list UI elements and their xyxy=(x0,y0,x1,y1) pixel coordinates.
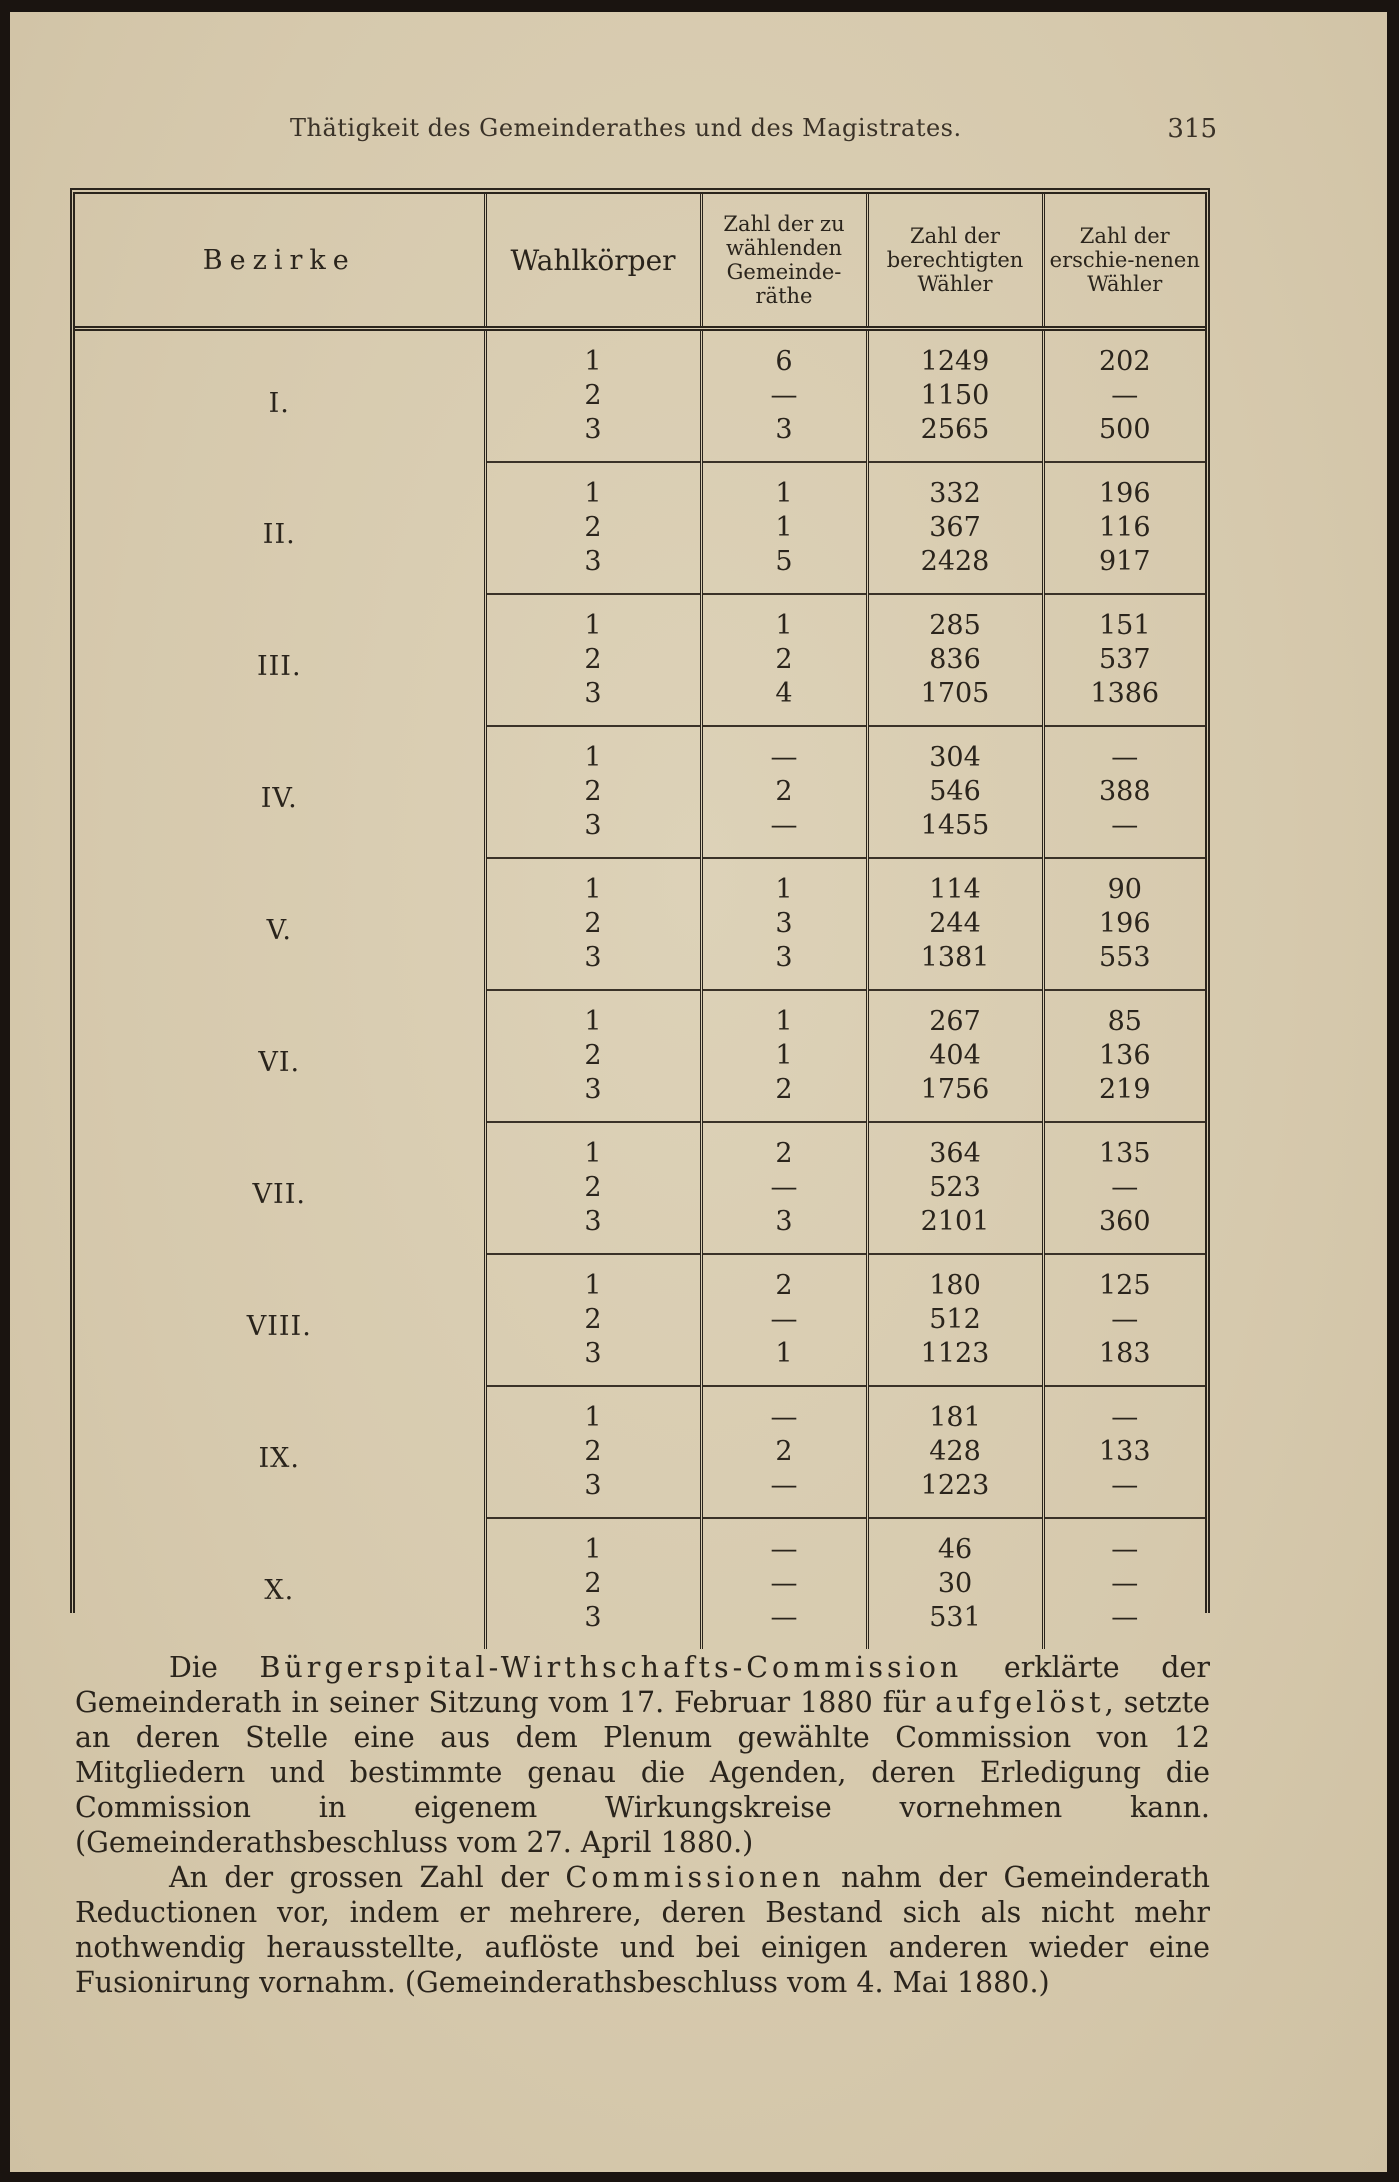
erschienen-cell: 1386 xyxy=(1043,677,1205,726)
wahlkoerper-cell: 3 xyxy=(485,677,701,726)
raethe-cell: 1 xyxy=(701,462,867,511)
berechtigt-cell: 1249 xyxy=(867,329,1043,380)
berechtigt-cell: 1123 xyxy=(867,1337,1043,1386)
wahlkoerper-cell: 1 xyxy=(485,594,701,643)
berechtigt-cell: 285 xyxy=(867,594,1043,643)
running-head: Thätigkeit des Gemeinderathes und des Magistrates. xyxy=(290,114,962,142)
table-row xyxy=(75,1122,1205,1171)
raethe-cell: 3 xyxy=(701,1205,867,1254)
berechtigt-cell: 1705 xyxy=(867,677,1043,726)
erschienen-cell: 125 xyxy=(1098,1270,1151,1301)
berechtigt-cell: 546 xyxy=(867,775,1043,809)
emphasis: Commissionen xyxy=(565,1861,825,1894)
erschienen-cell: 90 xyxy=(1107,874,1142,905)
table-row xyxy=(75,462,1205,511)
erschienen-cell: 136 xyxy=(1098,1040,1151,1071)
bezirk-cell: VIII. xyxy=(75,1254,485,1386)
erschienen-cell: — xyxy=(1111,1568,1139,1599)
table-row xyxy=(75,594,1205,643)
wahlkoerper-cell: 2 xyxy=(485,379,701,413)
erschienen-cell: 219 xyxy=(1043,1073,1205,1122)
berechtigt-cell: 1455 xyxy=(867,809,1043,858)
wahlkoerper-cell: 3 xyxy=(485,545,701,594)
emphasis: aufgelöst xyxy=(935,1686,1105,1719)
table-header-row xyxy=(75,194,1205,329)
raethe-cell: 3 xyxy=(701,907,867,941)
wahlkoerper-cell: 1 xyxy=(485,1386,701,1435)
header-erschienen: Zahl der erschie-nenen Wähler xyxy=(1043,194,1205,329)
wahlkoerper-cell: 3 xyxy=(485,1469,701,1518)
wahlkoerper-cell: 3 xyxy=(485,1205,701,1254)
raethe-cell: — xyxy=(701,1601,867,1649)
erschienen-cell: 85 xyxy=(1107,1006,1142,1037)
wahlkoerper-cell: 3 xyxy=(485,809,701,858)
bezirk-cell: II. xyxy=(75,462,485,594)
bezirk-cell: I. xyxy=(75,329,485,463)
erschienen-cell: — xyxy=(1111,1602,1139,1633)
raethe-cell: — xyxy=(701,1469,867,1518)
wahlkoerper-cell: 2 xyxy=(485,1567,701,1601)
berechtigt-cell: 428 xyxy=(867,1435,1043,1469)
wahlkoerper-cell: 3 xyxy=(485,1337,701,1386)
erschienen-cell: 151 xyxy=(1098,610,1151,641)
berechtigt-cell: 180 xyxy=(867,1254,1043,1303)
wahlkoerper-cell: 1 xyxy=(485,329,701,380)
raethe-cell: — xyxy=(701,1567,867,1601)
berechtigt-cell: 244 xyxy=(867,907,1043,941)
berechtigt-cell: 2101 xyxy=(867,1205,1043,1254)
table-row xyxy=(75,1518,1205,1567)
erschienen-cell: — xyxy=(1111,380,1139,411)
berechtigt-cell: 114 xyxy=(867,858,1043,907)
erschienen-cell: 202 xyxy=(1098,346,1151,377)
wahlkoerper-cell: 2 xyxy=(485,907,701,941)
berechtigt-cell: 512 xyxy=(867,1303,1043,1337)
berechtigt-cell: 46 xyxy=(867,1518,1043,1567)
paragraph: Die Bürgerspital-Wirthschafts-Commission erklärte der Gemeinderath in seiner Sitzung vom 17. Februar 1880 für aufgelöst, setzte an deren Stelle eine aus dem Plenum gewählte Commission von 12 Mitgliedern und bestimmte genau die Agenden, deren Erledigung die Commission in eigenem Wirkungskreise vornehmen kann. (Gemeinderathsbeschluss vom 27. April 1880.) xyxy=(75,1651,1210,1859)
erschienen-cell: 537 xyxy=(1098,644,1151,675)
wahlkoerper-cell: 2 xyxy=(485,1435,701,1469)
table-row xyxy=(75,858,1205,907)
table-row xyxy=(75,1386,1205,1435)
body-text xyxy=(75,1650,1210,2000)
berechtigt-cell: 181 xyxy=(867,1386,1043,1435)
raethe-cell: 3 xyxy=(701,941,867,990)
erschienen-cell: 196 xyxy=(1098,908,1151,939)
berechtigt-cell: 267 xyxy=(867,990,1043,1039)
berechtigt-cell: 836 xyxy=(867,643,1043,677)
raethe-cell: 1 xyxy=(701,594,867,643)
wahlkoerper-cell: 3 xyxy=(485,1073,701,1122)
wahlkoerper-cell: 2 xyxy=(485,643,701,677)
wahlkoerper-cell: 1 xyxy=(485,990,701,1039)
berechtigt-cell: 30 xyxy=(867,1567,1043,1601)
raethe-cell: 1 xyxy=(701,858,867,907)
wahlkoerper-cell: 3 xyxy=(485,413,701,462)
wahlkoerper-cell: 1 xyxy=(485,1518,701,1567)
erschienen-cell: — xyxy=(1111,1534,1139,1565)
election-table xyxy=(70,188,1210,1633)
wahlkoerper-cell: 1 xyxy=(485,1254,701,1303)
berechtigt-cell: 1756 xyxy=(867,1073,1043,1122)
raethe-cell: 1 xyxy=(701,990,867,1039)
raethe-cell: — xyxy=(701,379,867,413)
berechtigt-cell: 364 xyxy=(867,1122,1043,1171)
erschienen-cell: 553 xyxy=(1043,941,1205,990)
wahlkoerper-cell: 2 xyxy=(485,1171,701,1205)
raethe-cell: 1 xyxy=(701,1337,867,1386)
bezirk-cell: VI. xyxy=(75,990,485,1122)
erschienen-cell: 360 xyxy=(1043,1205,1205,1254)
erschienen-cell: 183 xyxy=(1043,1337,1205,1386)
wahlkoerper-cell: 2 xyxy=(485,775,701,809)
erschienen-cell: — xyxy=(1043,809,1205,858)
berechtigt-cell: 2565 xyxy=(867,413,1043,462)
raethe-cell: — xyxy=(701,1303,867,1337)
table-row xyxy=(75,1254,1205,1303)
page-number: 315 xyxy=(1167,114,1217,144)
raethe-cell: — xyxy=(701,1518,867,1567)
table-row xyxy=(75,990,1205,1039)
bezirk-cell: VII. xyxy=(75,1122,485,1254)
wahlkoerper-cell: 2 xyxy=(485,1303,701,1337)
raethe-cell: — xyxy=(701,1171,867,1205)
wahlkoerper-cell: 1 xyxy=(485,726,701,775)
raethe-cell: 2 xyxy=(701,1073,867,1122)
raethe-cell: 1 xyxy=(701,511,867,545)
bezirk-cell: IX. xyxy=(75,1386,485,1518)
berechtigt-cell: 1223 xyxy=(867,1469,1043,1518)
bezirk-cell: X. xyxy=(75,1518,485,1649)
berechtigt-cell: 332 xyxy=(867,462,1043,511)
berechtigt-cell: 1381 xyxy=(867,941,1043,990)
raethe-cell: 2 xyxy=(701,775,867,809)
berechtigt-cell: 304 xyxy=(867,726,1043,775)
raethe-cell: 5 xyxy=(701,545,867,594)
wahlkoerper-cell: 3 xyxy=(485,941,701,990)
header-berechtigt: Zahl der berechtigten Wähler xyxy=(867,194,1043,329)
berechtigt-cell: 523 xyxy=(867,1171,1043,1205)
wahlkoerper-cell: 1 xyxy=(485,462,701,511)
berechtigt-cell: 1150 xyxy=(867,379,1043,413)
raethe-cell: 4 xyxy=(701,677,867,726)
emphasis: Bürgerspital-Wirthschafts-Commission xyxy=(259,1651,963,1684)
wahlkoerper-cell: 1 xyxy=(485,858,701,907)
erschienen-cell: — xyxy=(1043,1469,1205,1518)
header-bezirke: Bezirke xyxy=(75,194,485,329)
table-row xyxy=(75,726,1205,775)
erschienen-cell: — xyxy=(1111,1172,1139,1203)
wahlkoerper-cell: 1 xyxy=(485,1122,701,1171)
raethe-cell: — xyxy=(701,809,867,858)
wahlkoerper-cell: 2 xyxy=(485,1039,701,1073)
header-wahlkoerper: Wahlkörper xyxy=(485,194,701,329)
raethe-cell: 1 xyxy=(701,1039,867,1073)
wahlkoerper-cell: 2 xyxy=(485,511,701,545)
erschienen-cell: 500 xyxy=(1043,413,1205,462)
bezirk-cell: III. xyxy=(75,594,485,726)
raethe-cell: 2 xyxy=(701,1122,867,1171)
table-row xyxy=(75,329,1205,380)
raethe-cell: — xyxy=(701,1386,867,1435)
erschienen-cell: — xyxy=(1111,1304,1139,1335)
erschienen-cell: 135 xyxy=(1098,1138,1151,1169)
berechtigt-cell: 367 xyxy=(867,511,1043,545)
berechtigt-cell: 404 xyxy=(867,1039,1043,1073)
erschienen-cell: 917 xyxy=(1043,545,1205,594)
raethe-cell: 2 xyxy=(701,1254,867,1303)
erschienen-cell: — xyxy=(1111,742,1139,773)
erschienen-cell: 133 xyxy=(1098,1436,1151,1467)
wahlkoerper-cell: 3 xyxy=(485,1601,701,1649)
erschienen-cell: 196 xyxy=(1098,478,1151,509)
raethe-cell: 2 xyxy=(701,643,867,677)
header-raethe: Zahl der zu wählenden Gemeinde-räthe xyxy=(701,194,867,329)
bezirk-cell: IV. xyxy=(75,726,485,858)
erschienen-cell: — xyxy=(1111,1402,1139,1433)
raethe-cell: 2 xyxy=(701,1435,867,1469)
berechtigt-cell: 2428 xyxy=(867,545,1043,594)
bezirk-cell: V. xyxy=(75,858,485,990)
page-header xyxy=(10,114,1387,154)
erschienen-cell: 388 xyxy=(1098,776,1151,807)
raethe-cell: 3 xyxy=(701,413,867,462)
page xyxy=(10,12,1387,2172)
erschienen-cell: 116 xyxy=(1098,512,1151,543)
berechtigt-cell: 531 xyxy=(867,1601,1043,1649)
paragraph: An der grossen Zahl der Commissionen nahm der Gemeinderath Reductionen vor, indem er mehrere, deren Bestand sich als nicht mehr nothwendig herausstellte, auflöste und bei einigen anderen wieder eine Fusionirung vornahm. (Gemeinderathsbeschluss vom 4. Mai 1880.) xyxy=(75,1861,1210,1999)
raethe-cell: 6 xyxy=(701,329,867,380)
raethe-cell: — xyxy=(701,726,867,775)
